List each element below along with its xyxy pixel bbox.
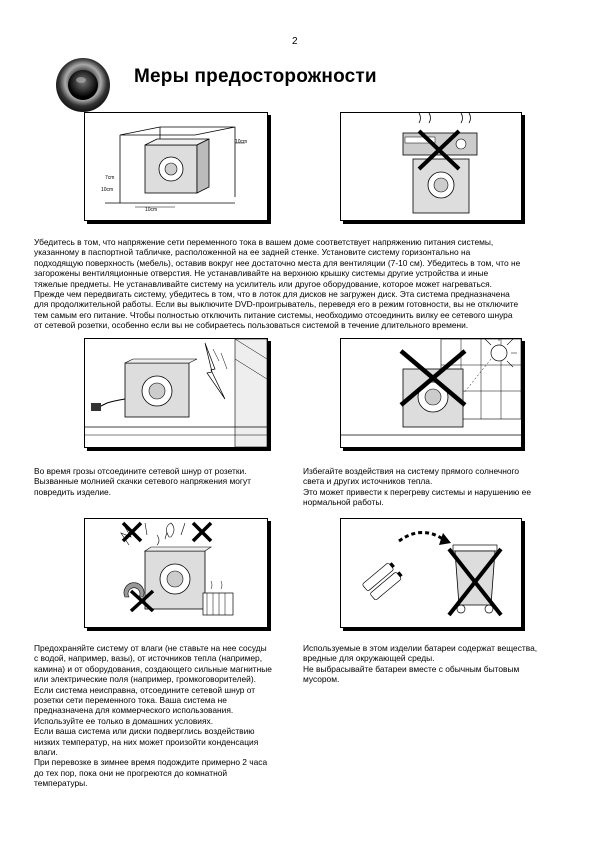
caption-line: нормальной работы. [303, 497, 384, 508]
caption-line: Если ваша система или диски подверглись воздействию [34, 726, 255, 737]
caption-line: Если система неисправна, отсоедините сетевой шнур от [34, 684, 256, 695]
battery-caption [303, 643, 565, 685]
caption-line: Вызванные молнией скачки сетевого напряжения могут [34, 476, 252, 487]
caption-line: Во время грозы отсоедините сетевой шнур от розетки. [34, 466, 247, 476]
caption-line: низких температур, на них может произойти конденсация [34, 736, 259, 747]
intro-line: тяжелые предметы. Не устанавливайте систему на усилитель или другое оборудование, которое может нагреваться. [34, 278, 492, 289]
caption-line: предназначена для коммерческого использования. [34, 705, 234, 716]
caption-line: повредить изделие. [34, 486, 112, 497]
intro-line: от сетевой розетки, особенно если вы не собираетесь пользоваться системой в течение длительного времени. [34, 320, 469, 331]
page-number: 2 [292, 36, 298, 47]
intro-line: загорожены вентиляционные отверстия. Не устанавливайте на верхнюю крышку системы другие устройства и иные [34, 268, 489, 279]
caption-line: Это может привести к перегреву системы и нарушению ее [303, 486, 531, 497]
intro-line: указанному в паспортной табличке, расположенной на ее задней стенке. Установите систему горизонтально на [34, 247, 471, 258]
dim-top-label: 10cm [235, 139, 248, 145]
caption-line: света и других источников тепла. [303, 476, 433, 487]
sunlight-illustration [340, 338, 522, 448]
intro-line: Прежде чем передвигать систему, убедитесь в том, что в лоток для дисков не загружен диск. Эта система предназначена [34, 289, 510, 300]
caption-line: температуры. [34, 778, 88, 789]
caption-line: вредные для окружающей среды. [303, 653, 435, 664]
intro-line: Убедитесь в том, что напряжение сети переменного тока в вашем доме соответствует напряжению питания системы, [34, 237, 494, 247]
caption-line: мусором. [303, 674, 340, 685]
intro-paragraph [34, 237, 570, 331]
intro-line: подходящую поверхность (мебель), оставив вокруг нее достаточно места для вентиляции (7-10 см). Убедитесь в том, что не [34, 257, 521, 268]
caption-line: При перевозке в зимнее время подождите примерно 2 часа [34, 757, 268, 768]
sunlight-caption [303, 466, 565, 508]
thunderstorm-illustration [84, 338, 268, 448]
caption-line: розетки сети переменного тока. Ваша система не [34, 695, 227, 706]
caption-line: до тех пор, пока они не прогреются до комнатной [34, 767, 228, 778]
caption-line: Не выбрасывайте батареи вместе с обычным бытовым [303, 663, 520, 674]
no-amplifier-illustration [340, 112, 522, 221]
caption-line: Используемые в этом изделии батареи содержат вещества, [303, 643, 538, 653]
caption-line: с водой, например, вазы), от источников тепла (например, [34, 653, 263, 664]
caption-line: Используйте ее только в домашних условиях. [34, 715, 214, 726]
storm-caption [34, 466, 284, 497]
caption-line: или электрические поля (например, громкоговорителей). [34, 674, 256, 685]
caption-line: камина) и от оборудования, создающего сильные магнитные [34, 663, 272, 674]
dim-front-label: 10cm [145, 207, 158, 213]
page-title: Меры предосторожности [134, 66, 377, 87]
intro-line: тем самым его питание. Чтобы полностью отключить питание системы, необходимо отсоединить вилку ее сетевого шнура [34, 309, 513, 320]
dim-back-label: 10cm [101, 187, 114, 193]
caption-line: Предохраняйте систему от влаги (не ставьте на нее сосуды [34, 643, 267, 653]
speaker-logo-icon [55, 57, 111, 113]
caption-line: Избегайте воздействия на систему прямого солнечного [303, 466, 520, 476]
moisture-caption [34, 643, 296, 789]
ventilation-illustration [84, 112, 268, 221]
intro-line: для продолжительной работы. Если вы выключите DVD-проигрыватель, переведя его в режим готовности, вы не отключите [34, 299, 519, 310]
dim-side-label: 7cm [105, 175, 115, 181]
battery-disposal-illustration [340, 518, 522, 628]
moisture-heat-illustration [84, 518, 268, 628]
caption-line: влаги. [34, 747, 58, 758]
